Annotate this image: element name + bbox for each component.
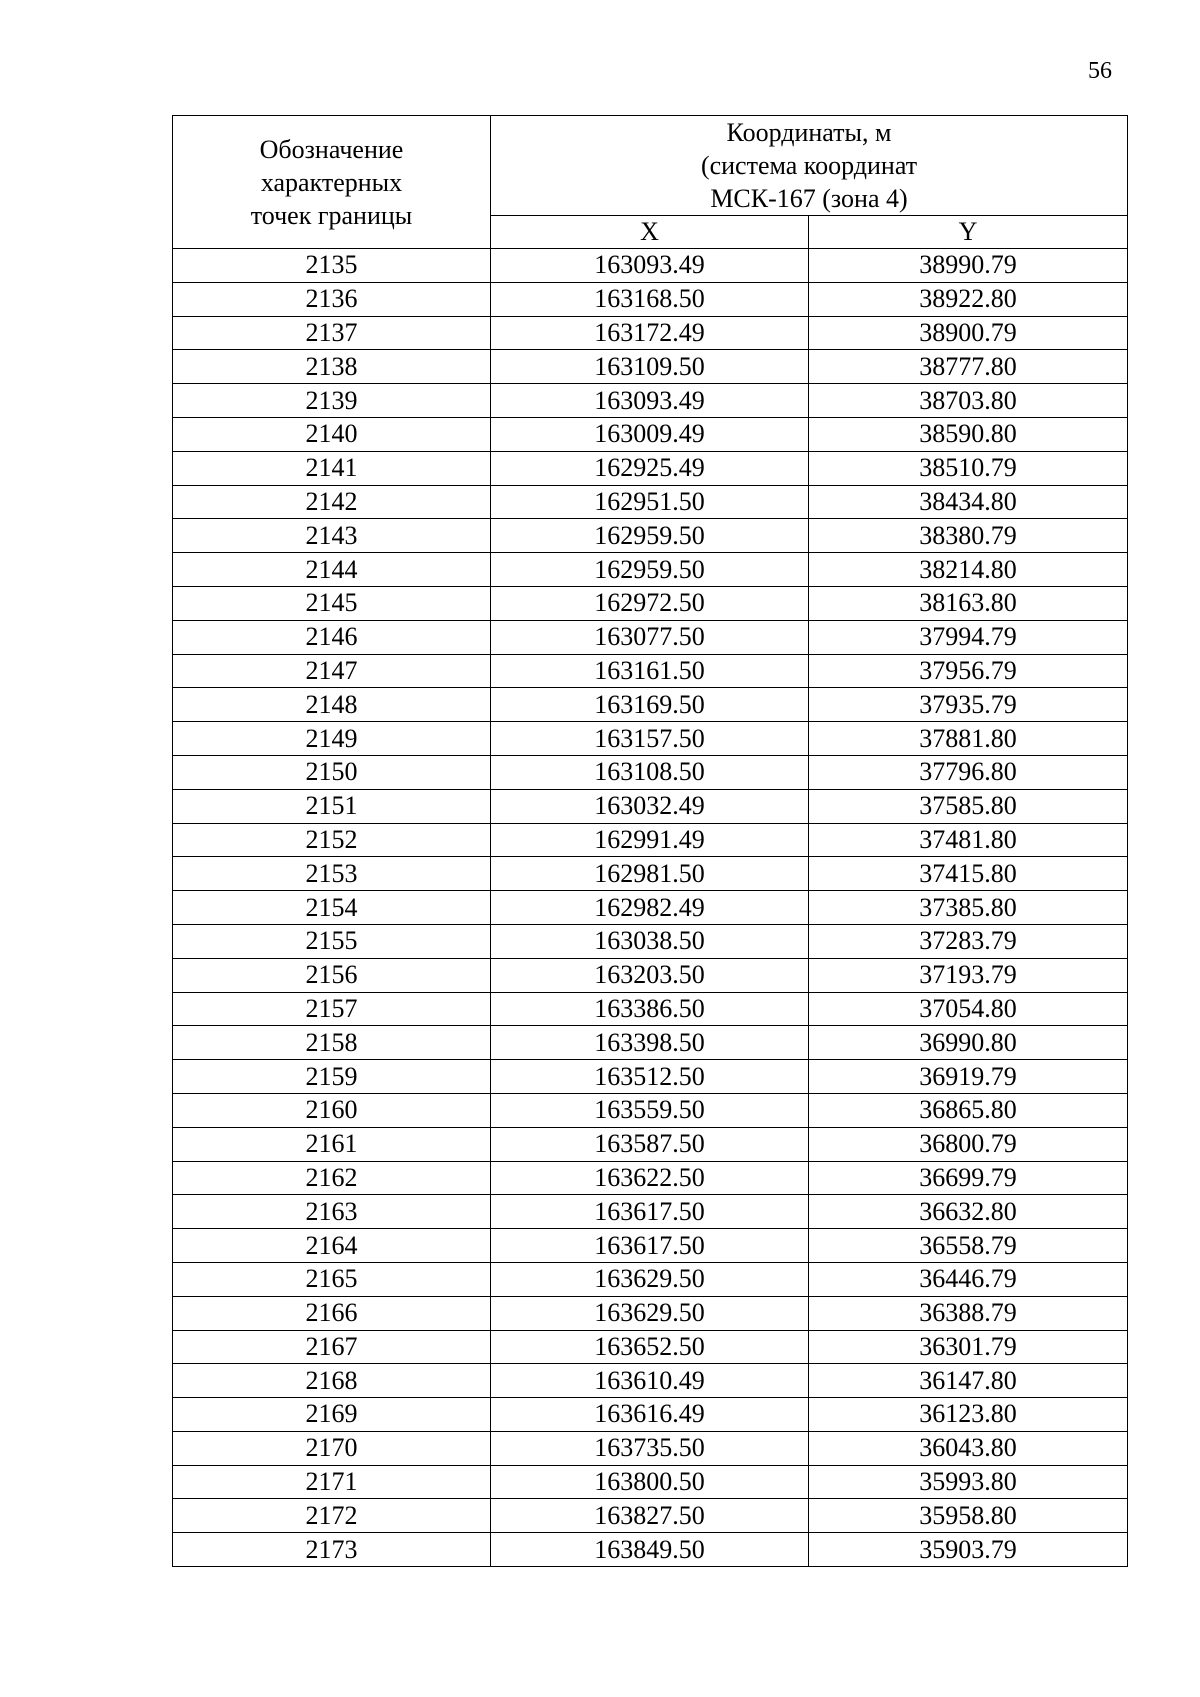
y-coordinate-cell: 35993.80 (809, 1465, 1128, 1499)
table-row (173, 958, 1128, 992)
table-row (173, 1533, 1128, 1567)
table-row (173, 1296, 1128, 1330)
y-coordinate-cell: 37796.80 (809, 755, 1128, 789)
point-id-cell: 2171 (173, 1465, 491, 1499)
table-row (173, 1093, 1128, 1127)
table-row (173, 1026, 1128, 1060)
point-id-cell: 2142 (173, 485, 491, 519)
y-coordinate-cell: 38777.80 (809, 350, 1128, 384)
y-coordinate-cell: 38922.80 (809, 282, 1128, 316)
x-coordinate-cell: 163009.49 (491, 417, 809, 451)
table-row (173, 384, 1128, 418)
table-row (173, 1364, 1128, 1398)
y-coordinate-cell: 37415.80 (809, 857, 1128, 891)
y-coordinate-cell: 38163.80 (809, 586, 1128, 620)
y-coordinate-cell: 37881.80 (809, 722, 1128, 756)
x-coordinate-cell: 163849.50 (491, 1533, 809, 1567)
y-coordinate-cell: 36699.79 (809, 1161, 1128, 1195)
x-coordinate-cell: 163168.50 (491, 282, 809, 316)
table-row (173, 1161, 1128, 1195)
y-coordinate-cell: 37193.79 (809, 958, 1128, 992)
y-coordinate-cell: 36043.80 (809, 1431, 1128, 1465)
table-row (173, 485, 1128, 519)
point-id-cell: 2169 (173, 1398, 491, 1432)
table-body (173, 249, 1128, 1567)
y-coordinate-cell: 37585.80 (809, 789, 1128, 823)
point-id-cell: 2155 (173, 924, 491, 958)
x-coordinate-cell: 163032.49 (491, 789, 809, 823)
point-id-cell: 2156 (173, 958, 491, 992)
y-coordinate-cell: 36558.79 (809, 1229, 1128, 1263)
point-id-cell: 2135 (173, 249, 491, 283)
table-row (173, 1330, 1128, 1364)
point-id-cell: 2153 (173, 857, 491, 891)
point-id-cell: 2145 (173, 586, 491, 620)
y-coordinate-cell: 37054.80 (809, 992, 1128, 1026)
table-row (173, 857, 1128, 891)
y-coordinate-cell: 37481.80 (809, 823, 1128, 857)
y-coordinate-cell: 38510.79 (809, 451, 1128, 485)
table-row (173, 1431, 1128, 1465)
x-coordinate-cell: 162951.50 (491, 485, 809, 519)
point-id-cell: 2167 (173, 1330, 491, 1364)
point-id-cell: 2163 (173, 1195, 491, 1229)
point-id-cell: 2148 (173, 688, 491, 722)
table-row (173, 417, 1128, 451)
y-coordinate-cell: 36990.80 (809, 1026, 1128, 1060)
point-id-cell: 2147 (173, 654, 491, 688)
x-coordinate-cell: 163093.49 (491, 249, 809, 283)
page-number: 56 (1088, 58, 1112, 84)
y-coordinate-cell: 38703.80 (809, 384, 1128, 418)
x-coordinate-cell: 163161.50 (491, 654, 809, 688)
table-row (173, 553, 1128, 587)
y-coordinate-cell: 36800.79 (809, 1127, 1128, 1161)
table-header (173, 116, 1128, 249)
point-id-cell: 2149 (173, 722, 491, 756)
x-coordinate-cell: 162925.49 (491, 451, 809, 485)
point-id-cell: 2170 (173, 1431, 491, 1465)
point-id-cell: 2154 (173, 891, 491, 925)
y-column-header: Y (809, 216, 1128, 249)
x-coordinate-cell: 163800.50 (491, 1465, 809, 1499)
table-row (173, 620, 1128, 654)
x-coordinate-cell: 163077.50 (491, 620, 809, 654)
point-id-cell: 2165 (173, 1262, 491, 1296)
table-row (173, 1060, 1128, 1094)
point-id-cell: 2162 (173, 1161, 491, 1195)
point-id-cell: 2141 (173, 451, 491, 485)
x-coordinate-cell: 162991.49 (491, 823, 809, 857)
table-row (173, 789, 1128, 823)
y-coordinate-cell: 36919.79 (809, 1060, 1128, 1094)
y-coordinate-cell: 37956.79 (809, 654, 1128, 688)
point-id-cell: 2136 (173, 282, 491, 316)
point-id-cell: 2140 (173, 417, 491, 451)
x-coordinate-cell: 163629.50 (491, 1262, 809, 1296)
table-row (173, 992, 1128, 1026)
point-id-cell: 2159 (173, 1060, 491, 1094)
table-row (173, 891, 1128, 925)
y-coordinate-cell: 35958.80 (809, 1499, 1128, 1533)
x-coordinate-cell: 163398.50 (491, 1026, 809, 1060)
y-coordinate-cell: 38900.79 (809, 316, 1128, 350)
x-coordinate-cell: 163652.50 (491, 1330, 809, 1364)
table-row (173, 654, 1128, 688)
x-coordinate-cell: 163616.49 (491, 1398, 809, 1432)
designation-header: Обозначение характерных точек границы (173, 116, 491, 249)
x-coordinate-cell: 163169.50 (491, 688, 809, 722)
table-row (173, 722, 1128, 756)
table-row (173, 316, 1128, 350)
point-id-cell: 2146 (173, 620, 491, 654)
y-coordinate-cell: 36446.79 (809, 1262, 1128, 1296)
point-id-cell: 2152 (173, 823, 491, 857)
y-coordinate-cell: 37935.79 (809, 688, 1128, 722)
x-coordinate-cell: 163827.50 (491, 1499, 809, 1533)
x-coordinate-cell: 163610.49 (491, 1364, 809, 1398)
point-id-cell: 2144 (173, 553, 491, 587)
point-id-cell: 2166 (173, 1296, 491, 1330)
point-id-cell: 2161 (173, 1127, 491, 1161)
x-coordinate-cell: 163587.50 (491, 1127, 809, 1161)
coordinates-header: Координаты, м (система координат МСК-167 (зона 4) (491, 116, 1128, 216)
table-row (173, 755, 1128, 789)
table-row (173, 519, 1128, 553)
x-coordinate-cell: 162972.50 (491, 586, 809, 620)
x-coordinate-cell: 163622.50 (491, 1161, 809, 1195)
point-id-cell: 2172 (173, 1499, 491, 1533)
x-coordinate-cell: 163617.50 (491, 1195, 809, 1229)
y-coordinate-cell: 37385.80 (809, 891, 1128, 925)
y-coordinate-cell: 38590.80 (809, 417, 1128, 451)
table-row (173, 586, 1128, 620)
point-id-cell: 2137 (173, 316, 491, 350)
point-id-cell: 2151 (173, 789, 491, 823)
table-row (173, 350, 1128, 384)
table-row (173, 1229, 1128, 1263)
y-coordinate-cell: 35903.79 (809, 1533, 1128, 1567)
x-coordinate-cell: 162959.50 (491, 553, 809, 587)
y-coordinate-cell: 38990.79 (809, 249, 1128, 283)
x-coordinate-cell: 163203.50 (491, 958, 809, 992)
y-coordinate-cell: 36632.80 (809, 1195, 1128, 1229)
point-id-cell: 2168 (173, 1364, 491, 1398)
x-coordinate-cell: 163735.50 (491, 1431, 809, 1465)
table-row (173, 1465, 1128, 1499)
x-coordinate-cell: 162982.49 (491, 891, 809, 925)
x-coordinate-cell: 162959.50 (491, 519, 809, 553)
x-coordinate-cell: 163512.50 (491, 1060, 809, 1094)
x-column-header: X (491, 216, 809, 249)
x-coordinate-cell: 163109.50 (491, 350, 809, 384)
point-id-cell: 2158 (173, 1026, 491, 1060)
y-coordinate-cell: 37283.79 (809, 924, 1128, 958)
x-coordinate-cell: 163629.50 (491, 1296, 809, 1330)
x-coordinate-cell: 163559.50 (491, 1093, 809, 1127)
x-coordinate-cell: 163386.50 (491, 992, 809, 1026)
point-id-cell: 2160 (173, 1093, 491, 1127)
x-coordinate-cell: 163038.50 (491, 924, 809, 958)
point-id-cell: 2150 (173, 755, 491, 789)
table-row (173, 249, 1128, 283)
y-coordinate-cell: 36147.80 (809, 1364, 1128, 1398)
table-row (173, 823, 1128, 857)
point-id-cell: 2139 (173, 384, 491, 418)
point-id-cell: 2138 (173, 350, 491, 384)
x-coordinate-cell: 163617.50 (491, 1229, 809, 1263)
y-coordinate-cell: 38434.80 (809, 485, 1128, 519)
x-coordinate-cell: 163093.49 (491, 384, 809, 418)
table-row (173, 451, 1128, 485)
x-coordinate-cell: 163157.50 (491, 722, 809, 756)
y-coordinate-cell: 36123.80 (809, 1398, 1128, 1432)
table-row (173, 1499, 1128, 1533)
table-row (173, 688, 1128, 722)
y-coordinate-cell: 37994.79 (809, 620, 1128, 654)
y-coordinate-cell: 38214.80 (809, 553, 1128, 587)
table-row (173, 924, 1128, 958)
y-coordinate-cell: 36388.79 (809, 1296, 1128, 1330)
point-id-cell: 2143 (173, 519, 491, 553)
table-row (173, 1262, 1128, 1296)
x-coordinate-cell: 163108.50 (491, 755, 809, 789)
coordinates-table (172, 115, 1128, 1567)
table-row (173, 1195, 1128, 1229)
x-coordinate-cell: 163172.49 (491, 316, 809, 350)
table-row (173, 282, 1128, 316)
point-id-cell: 2173 (173, 1533, 491, 1567)
table-row (173, 1127, 1128, 1161)
point-id-cell: 2164 (173, 1229, 491, 1263)
point-id-cell: 2157 (173, 992, 491, 1026)
y-coordinate-cell: 36865.80 (809, 1093, 1128, 1127)
table-row (173, 1398, 1128, 1432)
y-coordinate-cell: 36301.79 (809, 1330, 1128, 1364)
y-coordinate-cell: 38380.79 (809, 519, 1128, 553)
x-coordinate-cell: 162981.50 (491, 857, 809, 891)
